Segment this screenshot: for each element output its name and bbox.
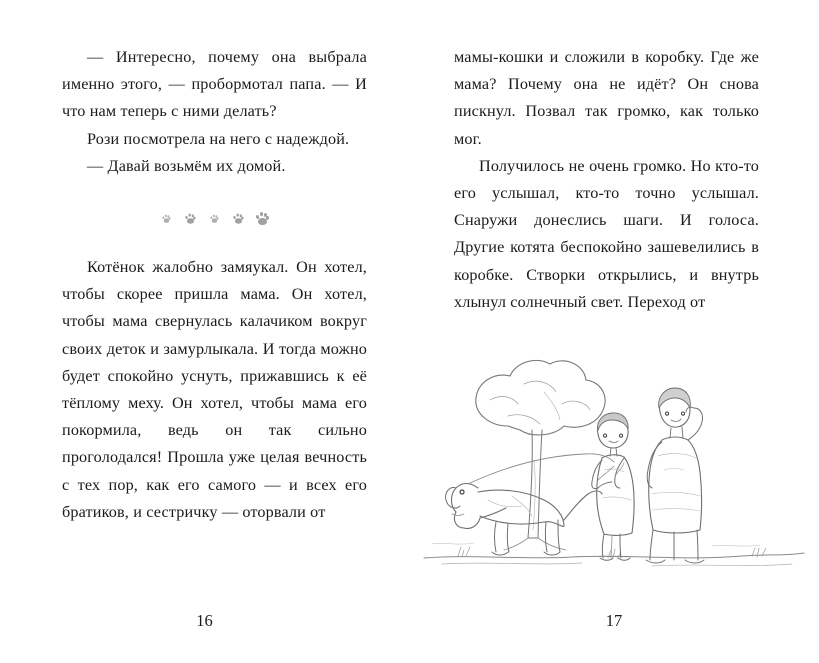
paw-print-icon — [185, 214, 195, 225]
paragraph: — Интересно, почему она выбрала именно этого, — пробормотал папа. — И что нам теперь с ними делать? — [62, 48, 367, 121]
illustration-girl-man-and-dog — [412, 330, 812, 590]
left-page — [0, 0, 409, 663]
paw-print-icon — [233, 214, 243, 225]
paw-print-icon — [256, 212, 269, 226]
paragraph: Рози посмотрела на него с надеждой. — [87, 129, 350, 148]
paw-print-icon — [162, 215, 170, 224]
paragraph: — Давай возьмём их домой. — [87, 156, 286, 175]
paragraph: Получилось не очень громко. Но кто-то его услышал, кто-то точно услышал. Снаружи донеслись шаги. И голоса. Другие котята беспокойно зашевелились в коробке. Створки открылись, и внутрь хлынул солнечный свет. Переход от — [454, 156, 759, 311]
paragraph: Котёнок жалобно замяукал. Он хотел, чтобы скорее пришла мама. Он хотел, чтобы мама свернулась калачиком вокруг своих деток и замурлыкала. И тогда можно будет спокойно уснуть, прижавшись к её тёплому меху. Он хотел, чтобы мама его покормила, ведь он так сильно проголодался! Прошла уже целая вечность с тех пор, как его самого — и всех его братиков, и сестричку — оторвали от — [62, 258, 367, 521]
paw-print-icon — [210, 215, 218, 224]
paw-prints-divider — [62, 188, 367, 250]
page-number: 17 — [605, 611, 623, 630]
paragraph: мамы-кошки и сложили в коробку. Где же мама? Почему она не идёт? Он снова пискнул. Позвал так громко, как только мог. — [454, 48, 759, 148]
page-number: 16 — [196, 611, 213, 630]
